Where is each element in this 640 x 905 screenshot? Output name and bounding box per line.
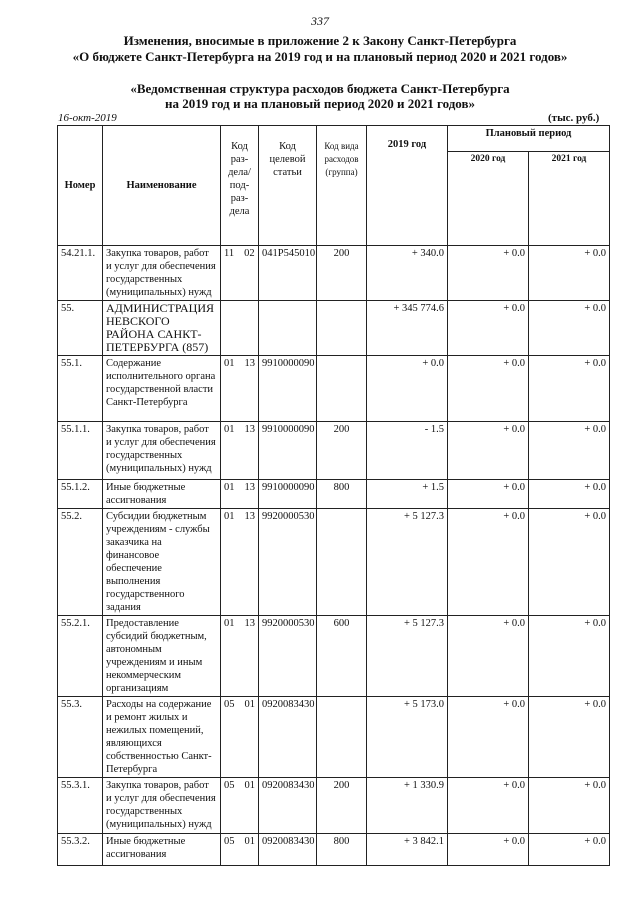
row-amount-2021: + 0.0 (529, 356, 610, 422)
row-section: 05 (224, 699, 235, 710)
row-amount-2021: + 0.0 (529, 301, 610, 356)
row-target-code: 0920083430 (259, 697, 317, 778)
table-row (58, 422, 610, 480)
col-expense-type-header: Код вида расходов (группа) (317, 126, 367, 246)
row-name: Закупка товаров, работ и услуг для обеспечения государственных (муниципальных) нужд (103, 422, 221, 480)
table-row (58, 616, 610, 697)
row-section-code (221, 301, 259, 356)
row-section-code (221, 422, 259, 480)
row-number: 55.1.2. (58, 480, 103, 509)
col-name-header: Наименование (103, 126, 221, 246)
col-2021-header: 2021 год (529, 152, 610, 246)
row-section: 05 (224, 836, 235, 847)
row-section-code (221, 356, 259, 422)
row-amount-2019: + 1.5 (367, 480, 448, 509)
row-number: 54.21.1. (58, 246, 103, 301)
row-amount-2021: + 0.0 (529, 422, 610, 480)
table-row (58, 480, 610, 509)
row-amount-2019: + 1 330.9 (367, 778, 448, 834)
row-subsection: 13 (244, 424, 255, 435)
row-amount-2021: + 0.0 (529, 834, 610, 866)
row-name: Субсидии бюджетным учреждениям - службы заказчика на финансовое обеспечение выполнения государственного задания (103, 509, 221, 616)
row-section: 01 (224, 482, 235, 493)
row-target-code: 9910000090 (259, 422, 317, 480)
row-amount-2020: + 0.0 (448, 246, 529, 301)
row-name: Содержание исполнительного органа государственной власти Санкт-Петербурга (103, 356, 221, 422)
row-amount-2019: + 345 774.6 (367, 301, 448, 356)
row-amount-2021: + 0.0 (529, 616, 610, 697)
subtitle-line-1: «Ведомственная структура расходов бюджета Санкт-Петербурга (130, 81, 510, 96)
table-row (58, 356, 610, 422)
row-expense-type (317, 509, 367, 616)
row-number: 55.3.1. (58, 778, 103, 834)
row-subsection: 13 (244, 358, 255, 369)
row-expense-type: 600 (317, 616, 367, 697)
row-name: Закупка товаров, работ и услуг для обеспечения государственных (муниципальных) нужд (103, 246, 221, 301)
row-target-code (259, 301, 317, 356)
row-name: Предоставление субсидий бюджетным, автономным учреждениям и иным некоммерческим организациям (103, 616, 221, 697)
row-section-code (221, 697, 259, 778)
row-section-code (221, 246, 259, 301)
row-amount-2019: + 5 127.3 (367, 616, 448, 697)
row-number: 55.1.1. (58, 422, 103, 480)
budget-table (57, 125, 610, 866)
row-number: 55.2. (58, 509, 103, 616)
row-expense-type: 800 (317, 834, 367, 866)
col-planned-header: Плановый период (448, 126, 610, 152)
row-amount-2020: + 0.0 (448, 301, 529, 356)
row-target-code: 9920000530 (259, 616, 317, 697)
row-section: 01 (224, 511, 235, 522)
col-2020-header: 2020 год (448, 152, 529, 246)
row-section: 05 (224, 780, 235, 791)
row-subsection: 01 (244, 836, 255, 847)
row-amount-2019: + 340.0 (367, 246, 448, 301)
row-section-code (221, 616, 259, 697)
row-amount-2021: + 0.0 (529, 778, 610, 834)
row-subsection: 13 (244, 618, 255, 629)
page-number: 337 (311, 14, 329, 28)
table-row (58, 834, 610, 866)
row-name: Расходы на содержание и ремонт жилых и нежилых помещений, являющихся собственностью Санкт-Петербурга (103, 697, 221, 778)
title-line-2: «О бюджете Санкт-Петербурга на 2019 год и на плановый период 2020 и 2021 годов» (72, 49, 568, 64)
title-line-1: Изменения, вносимые в приложение 2 к Закону Санкт-Петербурга (123, 33, 517, 48)
subtitle-line-2: на 2019 год и на плановый период 2020 и 2021 годов» (164, 96, 475, 111)
row-expense-type: 200 (317, 778, 367, 834)
row-expense-type: 200 (317, 246, 367, 301)
row-amount-2019: + 0.0 (367, 356, 448, 422)
table-row (58, 697, 610, 778)
row-name: АДМИНИСТРАЦИЯ НЕВСКОГО РАЙОНА САНКТ-ПЕТЕРБУРГА (857) (103, 301, 221, 356)
row-section: 01 (224, 424, 235, 435)
col-target-header: Код целевой статьи (259, 126, 317, 246)
row-section-code (221, 834, 259, 866)
row-amount-2021: + 0.0 (529, 697, 610, 778)
row-number: 55.3.2. (58, 834, 103, 866)
row-expense-type (317, 301, 367, 356)
row-name: Закупка товаров, работ и услуг для обеспечения государственных (муниципальных) нужд (103, 778, 221, 834)
row-target-code: 041P545010 (259, 246, 317, 301)
row-amount-2019: + 5 173.0 (367, 697, 448, 778)
row-subsection: 01 (244, 780, 255, 791)
row-expense-type (317, 356, 367, 422)
row-amount-2020: + 0.0 (448, 697, 529, 778)
table-row (58, 301, 610, 356)
row-amount-2021: + 0.0 (529, 480, 610, 509)
row-section: 11 (224, 248, 235, 259)
row-section: 01 (224, 618, 235, 629)
row-name: Иные бюджетные ассигнования (103, 834, 221, 866)
row-amount-2020: + 0.0 (448, 616, 529, 697)
row-amount-2020: + 0.0 (448, 422, 529, 480)
document-subtitle (0, 81, 640, 111)
row-number: 55. (58, 301, 103, 356)
row-number: 55.3. (58, 697, 103, 778)
row-target-code: 9910000090 (259, 480, 317, 509)
row-expense-type: 200 (317, 422, 367, 480)
document-title (0, 33, 640, 65)
row-section-code (221, 480, 259, 509)
row-amount-2020: + 0.0 (448, 509, 529, 616)
row-amount-2020: + 0.0 (448, 778, 529, 834)
col-2019-header: 2019 год (367, 126, 448, 246)
row-expense-type (317, 697, 367, 778)
row-section-code (221, 778, 259, 834)
row-amount-2020: + 0.0 (448, 834, 529, 866)
table-row (58, 509, 610, 616)
row-amount-2019: + 5 127.3 (367, 509, 448, 616)
row-number: 55.1. (58, 356, 103, 422)
document-date: 16-окт-2019 (58, 112, 117, 124)
row-name: Иные бюджетные ассигнования (103, 480, 221, 509)
row-amount-2021: + 0.0 (529, 246, 610, 301)
units-label: (тыс. руб.) (548, 112, 600, 124)
row-amount-2020: + 0.0 (448, 356, 529, 422)
row-amount-2019: - 1.5 (367, 422, 448, 480)
col-section-header: Код раз- дела/ под- раз- дела (221, 126, 259, 246)
row-subsection: 01 (244, 699, 255, 710)
row-target-code: 9910000090 (259, 356, 317, 422)
row-expense-type: 800 (317, 480, 367, 509)
table-row (58, 778, 610, 834)
row-section: 01 (224, 358, 235, 369)
row-amount-2019: + 3 842.1 (367, 834, 448, 866)
row-subsection: 13 (244, 482, 255, 493)
row-target-code: 0920083430 (259, 778, 317, 834)
table-row (58, 246, 610, 301)
row-subsection: 02 (244, 248, 255, 259)
row-target-code: 0920083430 (259, 834, 317, 866)
row-amount-2020: + 0.0 (448, 480, 529, 509)
row-section-code (221, 509, 259, 616)
row-amount-2021: + 0.0 (529, 509, 610, 616)
row-target-code: 9920000530 (259, 509, 317, 616)
row-subsection: 13 (244, 511, 255, 522)
row-number: 55.2.1. (58, 616, 103, 697)
col-number-header: Номер (58, 126, 103, 246)
